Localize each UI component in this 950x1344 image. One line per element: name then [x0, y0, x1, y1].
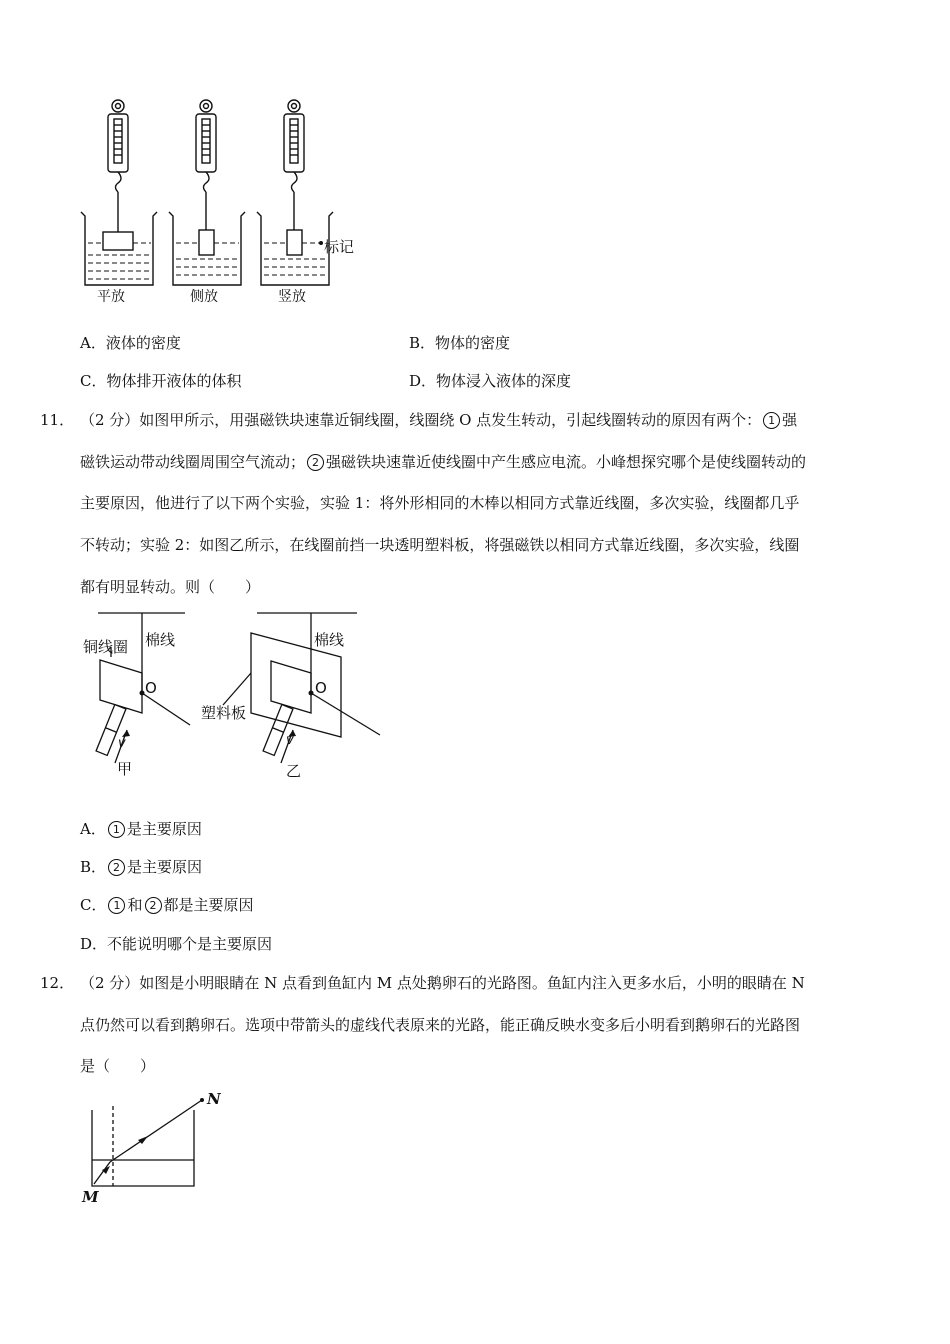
q10-option-b[interactable]: B．物体的密度: [409, 334, 511, 352]
q11-line-1: （2 分）如图甲所示，用强磁铁块速靠近铜线圈，线圈绕 O 点发生转动，引起线圈转动的原因有两个： 1 强: [80, 411, 798, 429]
circled-1-icon: 1: [108, 821, 125, 838]
q11-number: 11．: [40, 411, 75, 429]
spring-scale-1: [108, 100, 128, 240]
q12-line-2: 点仍然可以看到鹅卵石。选项中带箭头的虚线代表原来的光路，能正确反映水变多后小明看到鹅卵石的光路图: [80, 1016, 801, 1034]
board-label: 塑料板: [201, 704, 247, 722]
n-label: N: [207, 1090, 221, 1108]
q11-line-5: 都有明显转动。则（ ）: [80, 578, 261, 596]
q12-line-1: （2 分）如图是小明眼睛在 N 点看到鱼缸内 M 点处鹅卵石的光路图。鱼缸内注入更多水后，小明的眼睛在 N: [80, 974, 805, 992]
q11-line-3: 主要原因，他进行了以下两个实验，实验 1：将外形相同的木棒以相同方式靠近线圈，多次实验，线圈都几乎: [80, 494, 800, 512]
fig-label-upright: 竖放: [278, 289, 306, 305]
thread-label-a: 棉线: [145, 631, 176, 649]
mark-label: 标记: [324, 238, 355, 256]
fig-label-flat: 平放: [97, 289, 125, 305]
velocity-label-a: v: [118, 736, 126, 751]
coil-label: 铜线圈: [83, 638, 129, 656]
circled-2-icon: 2: [307, 454, 324, 471]
q11-option-c[interactable]: C． 1 和 2 都是主要原因: [80, 896, 254, 914]
q11-option-d[interactable]: D．不能说明哪个是主要原因: [80, 935, 273, 953]
spring-scale-3: [284, 100, 304, 230]
q10-figure: [75, 95, 365, 310]
pivot-label-b: O: [315, 679, 327, 697]
fig-a-label: 甲: [117, 760, 133, 778]
q10-option-a[interactable]: A．液体的密度: [80, 334, 181, 352]
spring-scale-2: [196, 100, 216, 230]
pivot-label-a: O: [145, 679, 157, 697]
q10-option-d[interactable]: D．物体浸入液体的深度: [409, 372, 572, 390]
q10-option-c[interactable]: C．物体排开液体的体积: [80, 372, 242, 390]
q12-line-3: 是（ ）: [80, 1057, 156, 1075]
q12-number: 12．: [40, 974, 75, 992]
m-label: M: [82, 1188, 99, 1206]
q11-line-4: 不转动；实验 2：如图乙所示，在线圈前挡一块透明塑料板，将强磁铁以相同方式靠近线圈，多次实验，线圈: [80, 536, 800, 554]
circled-2-icon: 2: [145, 897, 162, 914]
q11-option-b[interactable]: B． 2 是主要原因: [80, 858, 203, 876]
fig-b-label: 乙: [286, 762, 302, 780]
fig-label-side: 侧放: [190, 289, 218, 305]
circled-2-icon: 2: [108, 859, 125, 876]
velocity-label-b: v: [286, 733, 294, 748]
q11-option-a[interactable]: A． 1 是主要原因: [80, 820, 202, 838]
thread-label-b: 棉线: [314, 631, 345, 649]
circled-1-icon: 1: [108, 897, 125, 914]
q12-figure: [80, 1088, 220, 1198]
circled-1-icon: 1: [763, 412, 780, 429]
q11-line-2: 磁铁运动带动线圈周围空气流动； 2 强磁铁块速靠近使线圈中产生感应电流。小峰想探究哪个是使线圈转动的: [80, 453, 807, 471]
